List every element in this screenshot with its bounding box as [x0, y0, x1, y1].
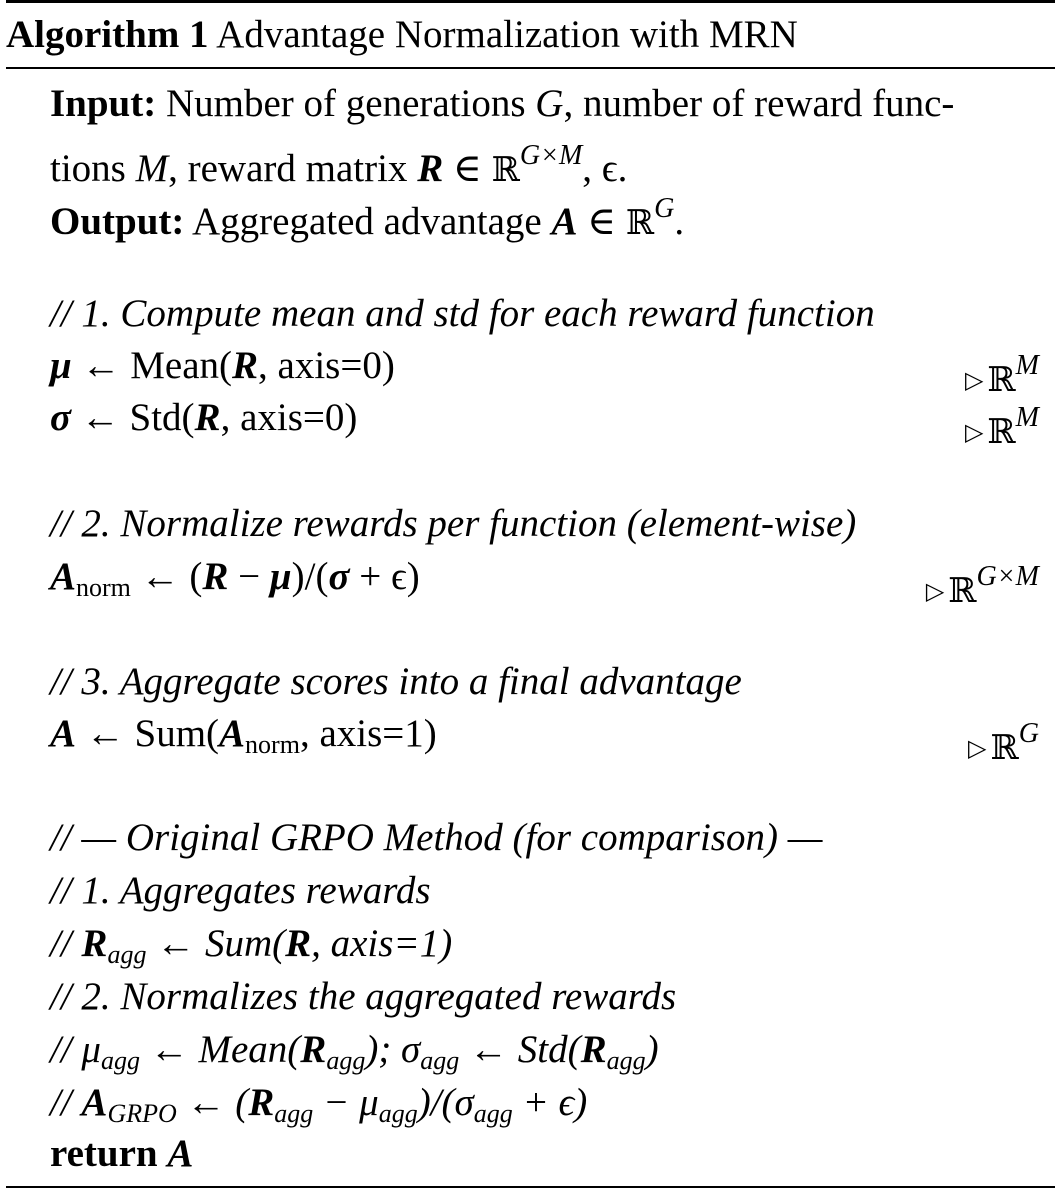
symbol-A: A — [50, 555, 77, 598]
comment-prefix: // — [50, 922, 82, 965]
operator: − μ — [313, 1081, 379, 1124]
output-label: Output: — [50, 200, 185, 243]
symbol-A: A — [167, 1132, 194, 1175]
function-args: , axis=0) — [258, 344, 395, 387]
reals-symbol: ℝ — [990, 728, 1019, 768]
function-name: Mean( — [198, 1028, 301, 1071]
dimension: G — [1018, 718, 1039, 749]
function-name: Sum( — [134, 712, 220, 755]
step-1-mean-line — [50, 340, 1039, 400]
operator: )/(σ — [417, 1081, 474, 1124]
symbol-mu: μ — [81, 1028, 101, 1071]
dimension: M — [1015, 402, 1039, 433]
symbol-sigma: σ — [50, 396, 72, 439]
reals-symbol: ℝ — [987, 360, 1016, 400]
triangle-icon: ▷ — [964, 368, 984, 394]
algorithm-caption — [6, 10, 798, 60]
output-text: . — [674, 200, 685, 243]
comment-prefix: // — [50, 1028, 82, 1071]
caption-rule — [6, 67, 1055, 69]
symbol-A: A — [219, 712, 246, 755]
triangle-icon: ▷ — [925, 579, 945, 605]
assign-arrow: ← — [85, 712, 125, 755]
input-text: , number of reward func- — [563, 82, 955, 125]
subscript: agg — [473, 1099, 513, 1128]
line-annotation — [968, 708, 1039, 775]
paren: ( — [189, 555, 203, 598]
paren: ) — [645, 1028, 659, 1071]
comment-prefix: // — [50, 1081, 82, 1124]
symbol-M: M — [135, 147, 169, 190]
assign-arrow: ← ( — [176, 1081, 249, 1124]
subscript: norm — [76, 573, 131, 602]
reals-symbol: ℝ — [987, 412, 1016, 452]
symbol-R: R — [232, 344, 259, 387]
line-annotation — [926, 551, 1039, 618]
function-name: Mean( — [130, 344, 232, 387]
function-args: , axis=1) — [299, 712, 437, 755]
step-3-comment: // 3. Aggregate scores into a final advantage — [50, 660, 742, 703]
input-text: tions — [50, 147, 126, 190]
input-text: , ϵ. — [582, 147, 628, 190]
subscript: agg — [274, 1099, 314, 1128]
subscript: norm — [245, 730, 300, 759]
algorithm-label: Algorithm 1 — [6, 13, 209, 56]
output-line — [50, 183, 1039, 249]
function-name: Std( — [517, 1028, 581, 1071]
function-name: Std( — [129, 396, 195, 439]
subscript: agg — [107, 940, 147, 969]
symbol-R: R — [417, 147, 444, 190]
step-1-comment: // 1. Compute mean and std for each reward function — [50, 292, 875, 335]
symbol-G: G — [535, 82, 564, 125]
assign-arrow: ← — [80, 396, 120, 439]
dimension: M — [1015, 350, 1039, 381]
subscript: agg — [378, 1099, 418, 1128]
subscript: agg — [606, 1046, 646, 1075]
dimension: G×M — [519, 140, 583, 171]
reals-symbol: ℝ — [625, 203, 655, 243]
line-annotation — [965, 392, 1039, 459]
triangle-icon: ▷ — [964, 420, 984, 446]
input-text: , reward matrix — [168, 147, 408, 190]
step-2-comment: // 2. Normalize rewards per function (element-wise) — [50, 502, 857, 545]
assign-arrow: ← — [146, 922, 205, 965]
reals-symbol: ℝ — [491, 150, 520, 190]
function-name: Sum( — [204, 922, 286, 965]
algorithm-title: Advantage Normalization with MRN — [216, 13, 798, 56]
step-1-std-line — [50, 392, 1039, 452]
function-args: , axis=0) — [220, 396, 358, 439]
element-of: ∈ — [587, 200, 617, 243]
input-label: Input: — [50, 82, 157, 125]
return-line — [50, 1128, 1039, 1180]
assign-arrow: ← — [81, 344, 121, 387]
symbol-R: R — [202, 555, 229, 598]
symbol-sigma: σ — [328, 555, 350, 598]
assign-arrow: ← — [459, 1028, 518, 1071]
operator: + ϵ) — [349, 555, 420, 598]
operator: )/( — [291, 555, 329, 598]
grpo-comment-step-2: // 2. Normalizes the aggregated rewards — [50, 975, 677, 1018]
symbol-mu: μ — [50, 344, 72, 387]
dimension: G — [654, 193, 675, 224]
dimension: G×M — [976, 561, 1039, 592]
step-3-sum-line — [50, 708, 1039, 771]
symbol-R: R — [300, 1028, 327, 1071]
symbol-mu: μ — [269, 555, 292, 598]
assign-arrow: ← — [140, 555, 180, 598]
output-text: Aggregated advantage — [191, 200, 542, 243]
input-text: Number of generations — [165, 82, 526, 125]
symbol-R: R — [248, 1081, 275, 1124]
symbol-A: A — [50, 712, 77, 755]
symbol-sigma: σ — [401, 1028, 421, 1071]
grpo-comment-step-1: // 1. Aggregates rewards — [50, 869, 431, 912]
subscript: GRPO — [107, 1099, 177, 1128]
symbol-R: R — [194, 396, 221, 439]
element-of: ∈ — [452, 147, 482, 190]
symbol-R: R — [285, 922, 312, 965]
assign-arrow: ← — [140, 1028, 199, 1071]
symbol-A: A — [551, 200, 578, 243]
step-2-normalize-line — [50, 551, 1039, 614]
subscript: agg — [420, 1046, 460, 1075]
triangle-icon: ▷ — [968, 736, 987, 762]
symbol-A: A — [81, 1081, 108, 1124]
symbol-R: R — [81, 922, 108, 965]
symbol-R: R — [580, 1028, 607, 1071]
operator: − — [228, 555, 270, 598]
return-keyword: return — [50, 1132, 158, 1175]
reals-symbol: ℝ — [948, 571, 977, 611]
top-rule — [6, 0, 1055, 3]
operator: + ϵ) — [512, 1081, 588, 1124]
subscript: agg — [101, 1046, 140, 1075]
separator: ); — [365, 1028, 402, 1071]
bottom-rule — [6, 1186, 1055, 1188]
grpo-comment-header: // — Original GRPO Method (for comparison) — — [50, 816, 823, 859]
subscript: agg — [326, 1046, 366, 1075]
input-line-1 — [50, 78, 1039, 130]
function-args: , axis=1) — [311, 922, 453, 965]
